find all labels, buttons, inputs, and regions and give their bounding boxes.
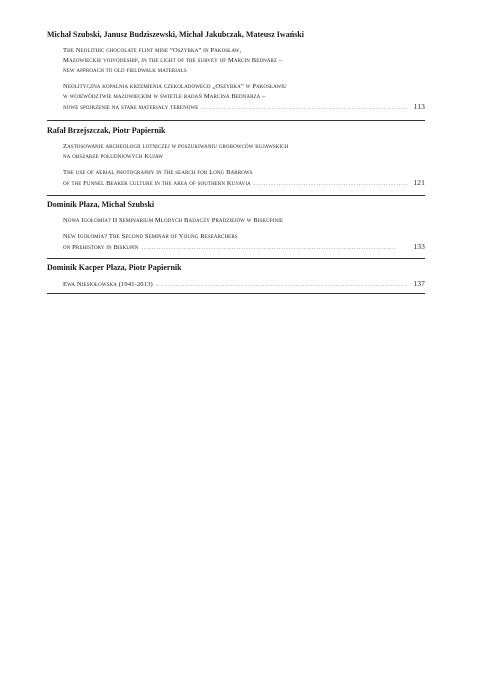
toc-entry <box>47 263 425 297</box>
entry-divider <box>47 293 425 294</box>
title-line: Neolityczna kopalnia krzemienia czekoladowego „Oszybka” w Pakosławiu <box>63 83 287 90</box>
article-title <box>63 142 425 162</box>
title-line: Zastosowanie archeologii lotniczej w poszukiwaniu grobowców kujawskich <box>63 143 289 150</box>
title-last-line <box>63 178 425 190</box>
article-title <box>63 232 425 254</box>
title-line: Nowa Igołomia? II Seminarium Młodych Badaczy Pradziejów w Biskupinie <box>63 217 284 224</box>
title-line: nowe spojrzenie na stare materiały terenowe <box>63 104 199 111</box>
toc-entry <box>47 126 425 196</box>
dot-leader <box>201 103 408 114</box>
entry-authors: Rafał Brzejszczak, Piotr Papiernik <box>47 126 166 135</box>
dot-leader <box>254 179 408 190</box>
title-last-line <box>63 242 425 254</box>
article-title <box>63 279 425 291</box>
title-line: The Neolithic chocolate flint mine “Oszybka” in Pakosław, <box>63 47 242 54</box>
title-line: New Igołomia? The Second Seminar of Young Researchers <box>63 233 238 240</box>
title-line: Ewa Niesiołowska (1941-2013) <box>63 281 153 288</box>
title-last-line <box>63 279 425 291</box>
page-number: 113 <box>413 102 425 111</box>
page-number: 121 <box>413 178 425 187</box>
page-number: 137 <box>413 279 425 288</box>
toc-entry <box>47 200 425 260</box>
entry-authors: Michał Szubski, Janusz Budziszewski, Michał Jakubczak, Mateusz Iwański <box>47 30 304 39</box>
title-line: on Prehistory in Biskupin <box>63 244 139 251</box>
entry-authors: Dominik Płaza, Michał Szubski <box>47 200 155 209</box>
title-line: of the Funnel Beaker culture in the area of southern Kuyavia <box>63 180 251 187</box>
dot-leader <box>141 243 408 254</box>
article-title <box>63 46 425 76</box>
entry-divider <box>47 195 425 196</box>
title-line: The use of aerial photography in the search for Long Barrows <box>63 169 253 176</box>
dot-leader <box>156 280 408 291</box>
entry-divider <box>47 258 425 259</box>
entry-authors: Dominik Kacper Płaza, Piotr Papiernik <box>47 263 182 272</box>
toc-entry <box>47 30 425 120</box>
title-line: na obszarze południowych Kujaw <box>63 153 164 160</box>
title-line: w województwie mazowieckim w świetle badań Marcina Bednarza – <box>63 93 266 100</box>
entry-divider <box>47 120 425 121</box>
title-line: Mazowieckie voivodeship, in the light of the survey of Marcin Bednarz – <box>63 57 283 64</box>
page-number: 133 <box>413 242 425 251</box>
article-title <box>63 168 425 190</box>
title-last-line <box>63 102 425 114</box>
article-title <box>63 216 425 226</box>
article-title <box>63 82 425 114</box>
title-line: new approach to old fieldwalk materials <box>63 67 187 74</box>
